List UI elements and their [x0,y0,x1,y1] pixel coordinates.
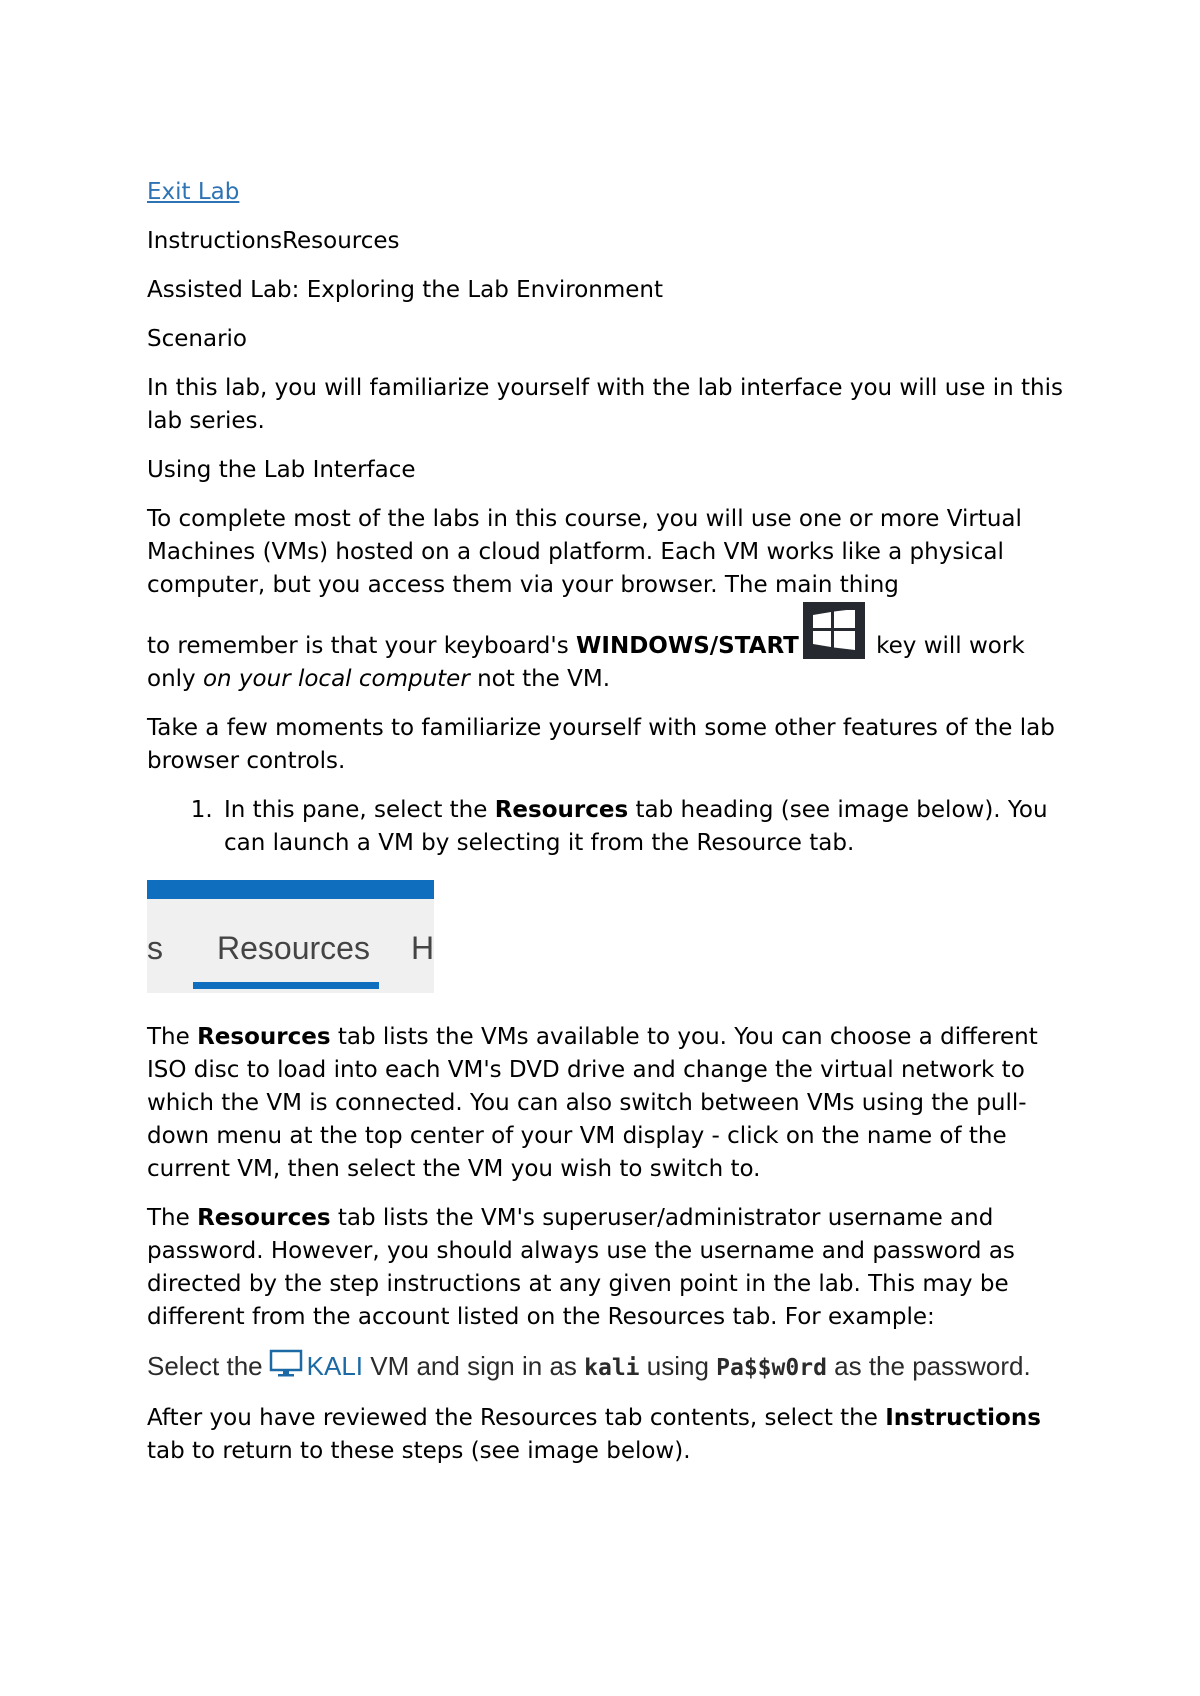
example-select-text: Select the [147,1351,263,1381]
resources2-text-post: tab lists the VM's superuser/administrator username and password. However, you should always use the username and password as directed by the step instructions at any given point in the lab. This may be different from the account listed on the Resources tab. For example: [147,1205,1015,1330]
after-paragraph [147,1402,1067,1468]
interface-paragraph [147,503,1067,696]
example-instruction-image [147,1344,1067,1388]
steps-list [147,794,1067,860]
step-text: In this pane, select the [224,797,495,823]
tab-bar-accent [147,880,434,899]
interface-text-3: key will work only [147,633,1025,692]
step-text-end: tab heading (see image below). You can launch a VM by selecting it from the Resource tab. [224,797,1048,856]
document-body [147,176,1067,1484]
resources2-text-pre: The [147,1205,198,1231]
tab-resources: Resources [217,930,370,966]
local-computer-text: on your local computer [202,666,470,692]
lab-title: Assisted Lab: Exploring the Lab Environment [147,277,663,303]
windows-start-label: WINDOWS/START [576,633,799,659]
exit-lab-link[interactable]: Exit Lab [147,179,240,205]
tab-instructions-partial: s [147,930,163,966]
example-password: Pa$$w0rd [716,1355,827,1381]
monitor-icon [269,1349,303,1379]
interface-text-1: To complete most of the labs in this course, you will use one or more Virtual Machines (VMs) hosted on a cloud platform. Each VM works like a physical computer, but you access them via your browser. The main thing [147,506,1022,598]
resources-paragraph-2 [147,1202,1067,1334]
scenario-text: In this lab, you will familiarize yourself with the lab interface you will use in this lab series. [147,375,1063,434]
instructions-bold: Instructions [885,1405,1041,1431]
resources2-bold: Resources [197,1205,331,1231]
step-item [220,794,1067,860]
windows-key-icon [803,602,865,659]
resources-tab-screenshot [147,880,434,993]
resources-paragraph-1 [147,1021,1067,1186]
after-text-pre: After you have reviewed the Resources tab contents, select the [147,1405,886,1431]
step-bold: Resources [494,797,629,823]
example-vm-name: KALI [306,1351,364,1381]
tab-help-partial: H [411,930,434,966]
example-end-text: as the password. [826,1351,1031,1381]
after-text-post: tab to return to these steps (see image below). [147,1438,691,1464]
resources-bold: Resources [197,1024,331,1050]
interface-text-4: not the VM. [469,666,611,692]
interface-text-5: Take a few moments to familiarize yourself with some other features of the lab browser controls. [147,715,1055,774]
example-sign-in-text: VM and sign in as [363,1351,585,1381]
tabs-text: InstructionsResources [147,228,400,254]
active-tab-underline [193,982,379,989]
interface-heading: Using the Lab Interface [147,457,416,483]
example-using-text: using [639,1351,717,1381]
interface-text-2: to remember is that your keyboard's [147,633,577,659]
example-username: kali [584,1355,640,1381]
scenario-heading: Scenario [147,326,247,352]
resources-text-pre: The [147,1024,198,1050]
resources-text-post: tab lists the VMs available to you. You can choose a different ISO disc to load into each VM's DVD drive and change the virtual network to which the VM is connected. You can also switch between VMs using the pull-down menu at the top center of your VM display - click on the name of the current VM, then select the VM you wish to switch to. [147,1024,1038,1182]
